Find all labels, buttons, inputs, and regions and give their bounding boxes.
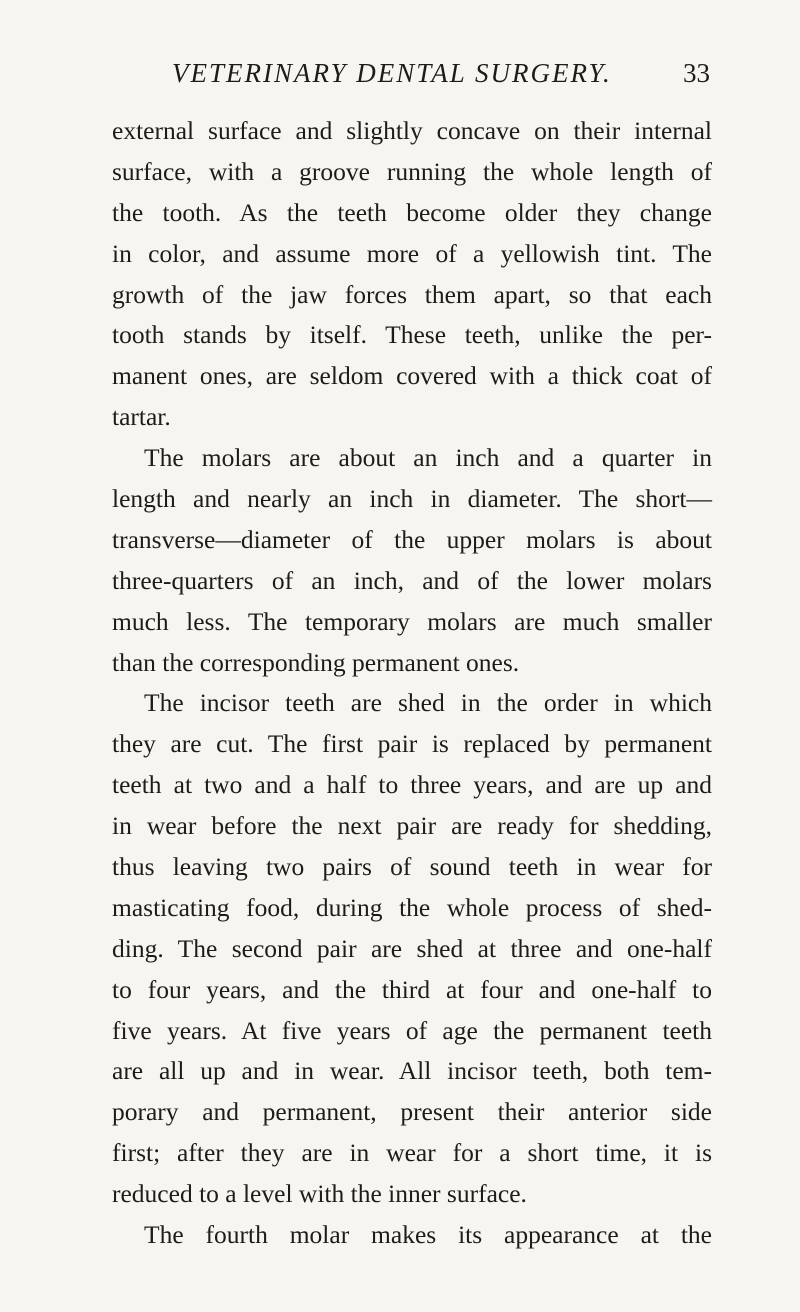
text-line: The incisor teeth are shed in the order in which — [144, 688, 712, 718]
running-title: VETERINARY DENTAL SURGERY. — [172, 58, 612, 88]
body-text — [112, 111, 712, 1256]
text-line: first; after they are in wear for a short time, it is — [112, 1138, 712, 1168]
text-line: transverse—diameter of the upper molars is about — [112, 524, 712, 554]
text-line: teeth at two and a half to three years, and are up and — [112, 770, 712, 800]
text-line: to four years, and the third at four and one-half to — [112, 974, 712, 1004]
text-line: The fourth molar makes its appearance at the — [144, 1220, 712, 1250]
text-line: surface, with a groove running the whole length of — [112, 156, 712, 186]
text-line: the tooth. As the teeth become older they change — [112, 197, 712, 227]
text-line: much less. The temporary molars are much smaller — [112, 606, 712, 636]
text-line: porary and permanent, present their anterior side — [112, 1097, 712, 1127]
text-line: three-quarters of an inch, and of the lower molars — [112, 565, 712, 595]
text-line: five years. At five years of age the permanent teeth — [112, 1015, 712, 1045]
text-line: are all up and in wear. All incisor teeth, both tem- — [112, 1056, 712, 1086]
text-line: in color, and assume more of a yellowish tint. The — [112, 238, 712, 268]
running-head — [172, 58, 710, 98]
text-line: reduced to a level with the inner surface. — [112, 1179, 527, 1209]
text-line: than the corresponding permanent ones. — [112, 647, 520, 677]
text-line: they are cut. The first pair is replaced by permanent — [112, 729, 712, 759]
text-line: tooth stands by itself. These teeth, unlike the per- — [112, 320, 712, 350]
text-line: masticating food, during the whole process of shed- — [112, 892, 712, 922]
text-line: ding. The second pair are shed at three and one-half — [112, 933, 712, 963]
page-number: 33 — [683, 58, 710, 88]
text-line: length and nearly an inch in diameter. The short— — [112, 484, 712, 514]
text-line: thus leaving two pairs of sound teeth in wear for — [112, 852, 712, 882]
text-line: in wear before the next pair are ready for shedding, — [112, 811, 712, 841]
text-line: manent ones, are seldom covered with a thick coat of — [112, 361, 712, 391]
text-line: external surface and slightly concave on their internal — [112, 116, 712, 145]
text-line: tartar. — [112, 402, 171, 432]
text-line: The molars are about an inch and a quarter in — [144, 443, 712, 473]
text-line: growth of the jaw forces them apart, so that each — [112, 279, 712, 309]
